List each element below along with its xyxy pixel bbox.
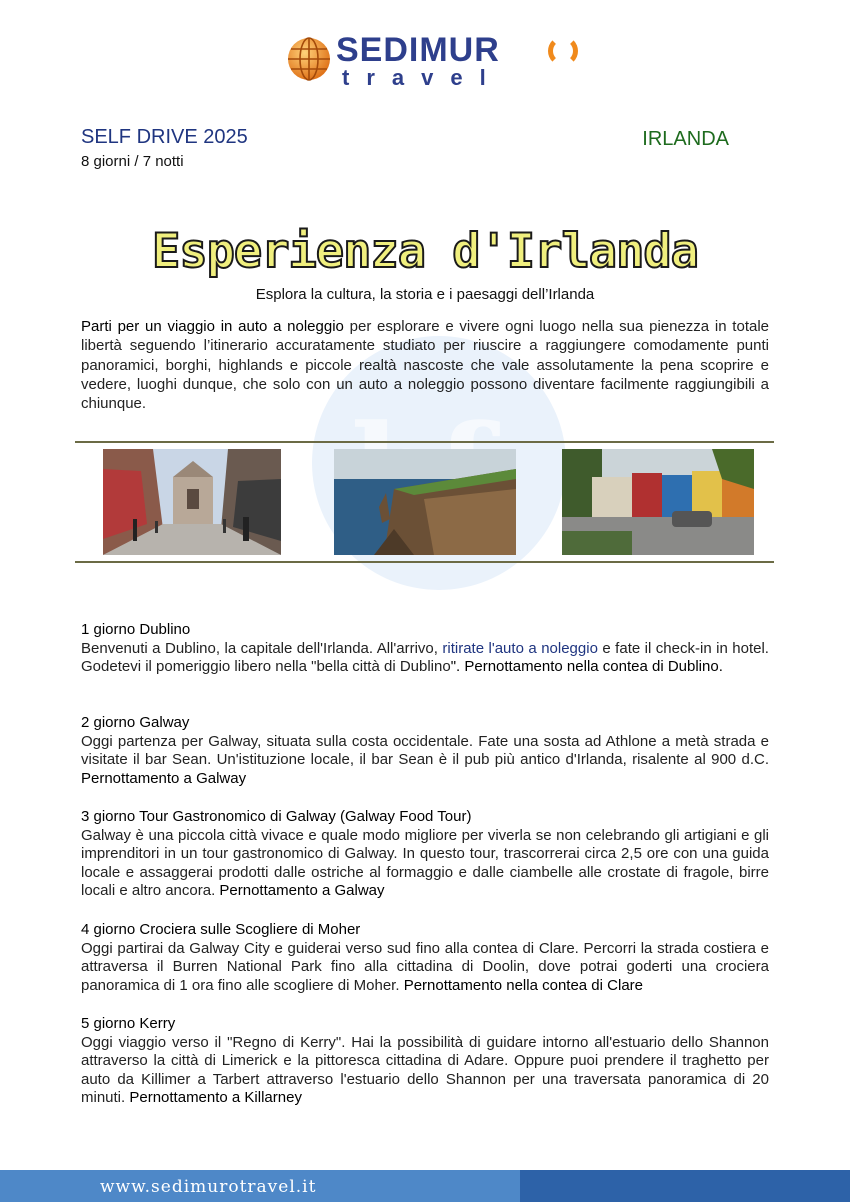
itinerary-day-2 bbox=[81, 714, 769, 788]
tour-type: SELF DRIVE 2025 bbox=[81, 126, 248, 148]
itinerary-day-3 bbox=[81, 808, 769, 901]
intro-text: per esplorare e vivere ogni luogo nella sua pienezza in totale libertà seguendo l’itinerario accuratamente studiato per riuscire a raggiungere comodamente punti panoramici, borghi, highlands e piccole realtà nascoste che vale assolutamente la pena scoprire e vedere, luoghi dunque, che solo con un auto a noleggio possono diventare facilmente raggiungibili a chiunque. bbox=[81, 318, 770, 413]
logo-wordmark-bottom: travel bbox=[342, 65, 503, 90]
intro-paragraph bbox=[81, 317, 769, 413]
car-rental-link[interactable]: ritirate l'auto a noleggio bbox=[442, 639, 598, 657]
day-text: Benvenuti a Dublino, la capitale dell'Irlanda. All'arrivo, bbox=[81, 639, 443, 657]
country-label: IRLANDA bbox=[642, 128, 729, 150]
overnight-note: ". Pernottamento nella contea di Dublino. bbox=[450, 658, 723, 676]
intro-lead: Parti per un viaggio in auto a noleggio bbox=[81, 318, 344, 335]
overnight-note: Pernottamento a Galway bbox=[81, 769, 247, 787]
cliffs-of-moher-photo bbox=[334, 449, 516, 555]
itinerary-day-4 bbox=[81, 921, 769, 995]
overnight-note: Pernottamento a Galway bbox=[219, 882, 385, 900]
irish-village-photo bbox=[562, 449, 754, 555]
day-text: e fate il check-in in hotel. Godetevi il pomeriggio libero nella "bella città di Dublino bbox=[81, 639, 769, 676]
dublin-street-photo bbox=[103, 449, 281, 555]
day-title: 5 giorno Kerry bbox=[81, 1015, 176, 1032]
day-title: 1 giorno Dublino bbox=[81, 621, 191, 638]
page-title: Esperienza d'Irlanda bbox=[152, 224, 698, 279]
day-text: Galway è una piccola città vivace e quale modo migliore per viverla se non celebrando gli artigiani e gli imprenditori in un tour gastronomico di Galway. In questo tour, trascorrerai circa 2,5 ore con una guida locale e assaggerai prodotti dalle ostriche al formaggio e dalle ciambelle alle crostate di fragole, birre locali e altro ancora. bbox=[81, 826, 769, 900]
divider-bottom bbox=[75, 561, 774, 563]
day-text: Oggi partirai da Galway City e guiderai verso sud fino alla contea di Clare. Percorri la strada costiera e attraversa il Burren National Park fino alla cittadina di Doolin, dove potrai goderti una crociera panoramica di 1 ora fino alle scogliere di Moher. bbox=[81, 939, 769, 994]
tour-duration: 8 giorni / 7 notti bbox=[81, 153, 184, 170]
day-title: 4 giorno Crociera sulle Scogliere di Moher bbox=[81, 921, 361, 938]
itinerary-day-5 bbox=[81, 1015, 769, 1108]
day-text: Oggi partenza per Galway, situata sulla costa occidentale. Fate una sosta ad Athlone a metà strada e visitate il bar Sean. Un'istituzione locale, il bar Sean è il pub più antico d'Irlanda, risalente al 900 d.C. bbox=[81, 732, 769, 769]
day-text: Oggi viaggio verso il "Regno di Kerry". Hai la possibilità di guidare intorno all'estuario dello Shannon attraverso la città di Limerick e la pittoresca cittadina di Adare. Oppure puoi prendere il traghetto per auto da Killimer a Tarbert attraverso l'estuario dello Shannon per una traversata panoramica di 20 minuti. bbox=[81, 1033, 769, 1107]
day-title: 2 giorno Galway bbox=[81, 714, 190, 731]
logo-ring bbox=[548, 36, 578, 66]
globe-icon bbox=[286, 36, 332, 82]
divider-top bbox=[75, 441, 774, 443]
website-link[interactable]: www.sedimurotravel.it bbox=[100, 1177, 317, 1197]
company-logo[interactable] bbox=[286, 30, 586, 92]
footer-stripe bbox=[520, 1170, 850, 1202]
logo-wordmark-top: SEDIMUR bbox=[336, 31, 500, 69]
day-title: 3 giorno Tour Gastronomico di Galway (Galway Food Tour) bbox=[81, 808, 472, 825]
itinerary-day-1 bbox=[81, 621, 769, 677]
overnight-note: Pernottamento a Killarney bbox=[129, 1089, 302, 1107]
overnight-note: Pernottamento nella contea di Clare bbox=[403, 976, 643, 994]
page-subtitle: Esplora la cultura, la storia e i paesaggi dell’Irlanda bbox=[255, 286, 595, 303]
